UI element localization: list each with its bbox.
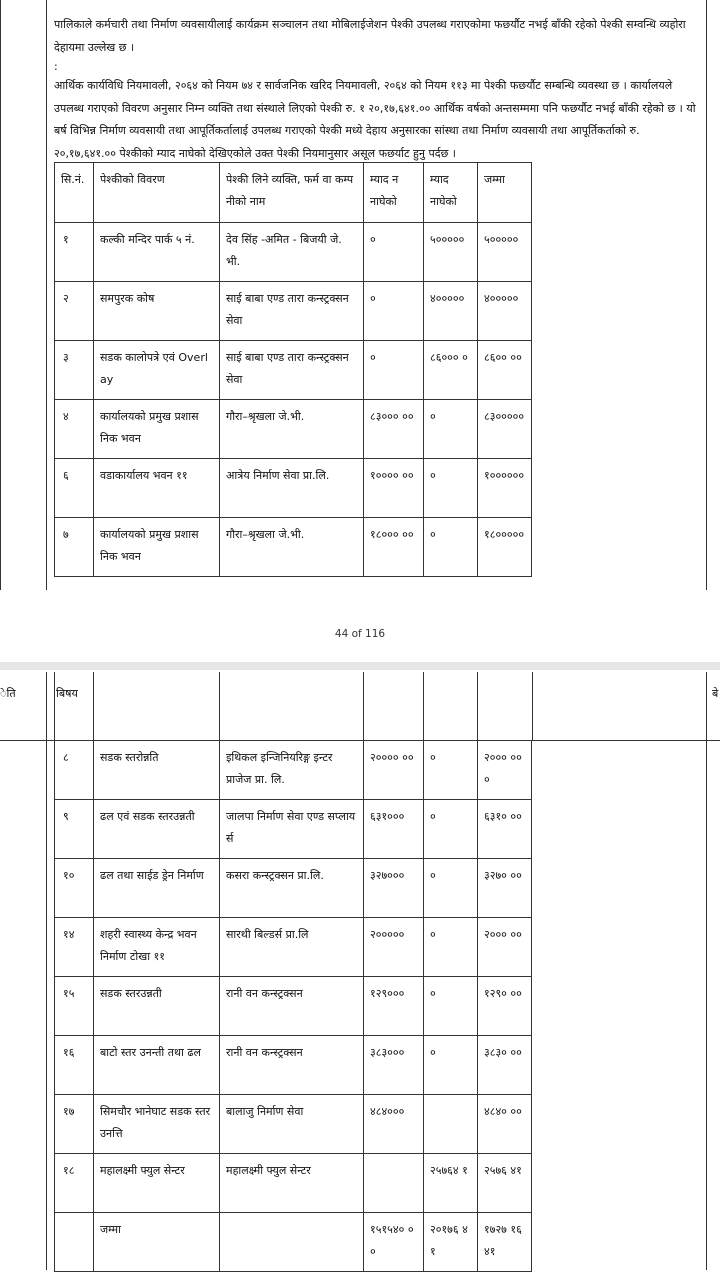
header-rule-right — [531, 740, 720, 741]
advance-table-part-2 — [54, 740, 532, 1272]
description-cell: कार्यालयको प्रमुख प्रशासनिक भवन — [94, 518, 220, 577]
not-expired-cell: ० — [364, 282, 424, 341]
right-column-stub: बे — [712, 687, 719, 700]
sn-cell: १८ — [55, 1154, 94, 1213]
paragraph-colon: : — [54, 60, 58, 73]
not-expired-cell: ३८३००० — [364, 1036, 424, 1095]
table-row — [55, 741, 532, 800]
sn-cell: १ — [55, 223, 94, 282]
expired-cell: ० — [424, 1036, 478, 1095]
total-cell: ८६०० ०० — [478, 341, 532, 400]
document-page-44 — [0, 0, 720, 590]
recipient-cell: गौरा–श्रृखला जे.भी. — [220, 400, 364, 459]
recipient-cell — [220, 1213, 364, 1272]
expired-cell: ८६००० ० — [424, 341, 478, 400]
expired-cell: ० — [424, 859, 478, 918]
header-recipient: पेश्की लिने व्यक्ति, फर्म वा कम्पनीको नाम — [220, 163, 364, 223]
table-row — [55, 341, 532, 400]
total-cell: २५७६ ४१ — [478, 1154, 532, 1213]
table-row — [55, 800, 532, 859]
description-cell: सडक स्तरोन्नति — [94, 741, 220, 800]
margin-line-left — [46, 0, 47, 590]
sn-cell: १५ — [55, 977, 94, 1036]
recipient-cell: गौरा–श्रृखला जे.भी. — [220, 518, 364, 577]
cont-header-cell — [477, 672, 533, 741]
header-subject-label: बिषय — [56, 687, 78, 700]
intro-paragraph — [54, 14, 704, 165]
not-expired-cell: ० — [364, 341, 424, 400]
sn-cell — [55, 1213, 94, 1272]
recipient-cell: जालपा निर्माण सेवा एण्ड सप्लायर्स — [220, 800, 364, 859]
not-expired-cell: ४८४००० — [364, 1095, 424, 1154]
margin-line-right-2 — [706, 672, 707, 1270]
recipient-cell: सारथी बिल्डर्स प्रा.लि — [220, 918, 364, 977]
total-cell: २००० ००० — [478, 741, 532, 800]
not-expired-cell: १०००० ०० — [364, 459, 424, 518]
description-cell: कल्की मन्दिर पार्क ५ नं. — [94, 223, 220, 282]
table-row — [55, 859, 532, 918]
table-row — [55, 223, 532, 282]
recipient-cell: देव सिंह -अमित - बिजयी जे. भी. — [220, 223, 364, 282]
expired-cell: ४००००० — [424, 282, 478, 341]
not-expired-cell — [364, 1154, 424, 1213]
expired-cell: ० — [424, 800, 478, 859]
expired-cell: २०१७६ ४१ — [424, 1213, 478, 1272]
total-cell: १०००००० — [478, 459, 532, 518]
expired-cell: ० — [424, 741, 478, 800]
expired-cell: ५००००० — [424, 223, 478, 282]
sn-cell: १० — [55, 859, 94, 918]
not-expired-cell: ८३००० ०० — [364, 400, 424, 459]
description-cell: कार्यालयको प्रमुख प्रशासनिक भवन — [94, 400, 220, 459]
table-row — [55, 459, 532, 518]
recipient-cell: आत्रेय निर्माण सेवा प्रा.लि. — [220, 459, 364, 518]
table-row — [55, 1154, 532, 1213]
header-total: जम्मा — [478, 163, 532, 223]
page-gap — [0, 590, 720, 672]
description-cell: महालक्ष्मी फ्युल सेन्टर — [94, 1154, 220, 1213]
total-cell: ४००००० — [478, 282, 532, 341]
page-edge-line — [0, 0, 1, 590]
not-expired-cell: १८००० ०० — [364, 518, 424, 577]
description-cell: ढल एवं सडक स्तरउन्नती — [94, 800, 220, 859]
recipient-cell: साई बाबा एण्ड तारा कन्स्ट्रक्सन सेवा — [220, 341, 364, 400]
sn-cell: ९ — [55, 800, 94, 859]
not-expired-cell: ६३१००० — [364, 800, 424, 859]
table-row — [55, 1213, 532, 1272]
recipient-cell: महालक्ष्मी फ्युल सेन्टर — [220, 1154, 364, 1213]
table-row — [55, 282, 532, 341]
margin-line-left-2 — [46, 672, 47, 1270]
total-cell: ३८३० ०० — [478, 1036, 532, 1095]
not-expired-cell: ० — [364, 223, 424, 282]
header-expired: म्याद नाघेको — [424, 163, 478, 223]
header-sn: सि.नं. — [55, 163, 94, 223]
total-cell: ४८४० ०० — [478, 1095, 532, 1154]
page-number: 44 of 116 — [334, 628, 386, 640]
table-row — [55, 918, 532, 977]
sn-cell: २ — [55, 282, 94, 341]
expired-cell: २५७६४ १ — [424, 1154, 478, 1213]
table-row — [55, 1036, 532, 1095]
not-expired-cell: ३२७००० — [364, 859, 424, 918]
sn-cell: ४ — [55, 400, 94, 459]
not-expired-cell: २००००० — [364, 918, 424, 977]
description-cell: जम्मा — [94, 1213, 220, 1272]
recipient-cell: साई बाबा एण्ड तारा कन्स्ट्रक्सन सेवा — [220, 282, 364, 341]
sn-cell: १७ — [55, 1095, 94, 1154]
total-cell: ६३१० ०० — [478, 800, 532, 859]
header-rule-left — [0, 740, 54, 741]
description-cell: वडाकार्यालय भवन ११ — [94, 459, 220, 518]
expired-cell — [424, 1095, 478, 1154]
not-expired-cell: १५१५४० ०० — [364, 1213, 424, 1272]
sn-cell: १४ — [55, 918, 94, 977]
sn-cell: ८ — [55, 741, 94, 800]
cont-header-cell — [363, 672, 424, 741]
description-cell: सडक कालोपत्रे एवं Overlay — [94, 341, 220, 400]
description-cell: ढल तथा साईड ड्रेन निर्माण — [94, 859, 220, 918]
table-row — [55, 977, 532, 1036]
left-column-stub: ेति — [0, 687, 16, 700]
expired-cell: ० — [424, 977, 478, 1036]
cont-header-cell — [54, 672, 94, 741]
page-separator — [0, 662, 720, 670]
continued-header — [54, 672, 531, 740]
sn-cell: ६ — [55, 459, 94, 518]
total-cell: ८३००००० — [478, 400, 532, 459]
total-cell: १८००००० — [478, 518, 532, 577]
recipient-cell: कसरा कन्स्ट्रक्सन प्रा.लि. — [220, 859, 364, 918]
recipient-cell: रानी वन कन्स्ट्रक्सन — [220, 977, 364, 1036]
expired-cell: ० — [424, 400, 478, 459]
sn-cell: ३ — [55, 341, 94, 400]
table-row — [55, 518, 532, 577]
expired-cell: ० — [424, 518, 478, 577]
cont-header-cell — [219, 672, 364, 741]
recipient-cell: इथिकल इन्जिनियरिङ्ग इन्टरप्राजेज प्रा. लि. — [220, 741, 364, 800]
paragraph-2: आर्थिक कार्यविधि नियमावली, २०६४ को नियम ७४ र सार्वजनिक खरिद नियमावली, २०६४ को नियम ११३ मा पेश्की फछर्यौट सम्बन्धि व्यवस्था छ । कार्यालयले उपलब्ध गराएको विवरण अनुसार निम्न व्यक्ति तथा संस्थाले लिएको पेश्की रु. १ २०,१७,६४१.०० आर्थिक वर्षको अन्तसम्ममा पनि फछर्यौट नभई बाँकी रहेको छ । यो बर्ष विभिन्न निर्माण व्यवसायी तथा आपूर्तिकर्तालाई उपलब्ध गराएको पेश्की मध्ये देहाय अनुसारका सांस्था तथा निर्माण व्यवसायी तथा आपूर्तिकर्ताको रु. २०,१७,६४१.०० पेश्कीको म्याद नाघेको देखिएकोले उक्त पेश्की नियमानुसार असूल फछर्याट हुनु पर्दछ । — [54, 79, 696, 160]
description-cell: सिमचौर भानेघाट सडक स्तरउनत्ति — [94, 1095, 220, 1154]
table-row — [55, 400, 532, 459]
advance-table-part-1 — [54, 162, 532, 577]
header-description: पेश्कीको विवरण — [94, 163, 220, 223]
recipient-cell: बालाजु निर्माण सेवा — [220, 1095, 364, 1154]
total-cell: २००० ०० — [478, 918, 532, 977]
table-row — [55, 1095, 532, 1154]
not-expired-cell: १२९००० — [364, 977, 424, 1036]
total-cell: ५००००० — [478, 223, 532, 282]
expired-cell: ० — [424, 459, 478, 518]
not-expired-cell: २०००० ०० — [364, 741, 424, 800]
margin-line-right — [706, 0, 707, 590]
expired-cell: ० — [424, 918, 478, 977]
description-cell: शहरी स्वास्थ्य केन्द्र भवन निर्माण टोखा ११ — [94, 918, 220, 977]
cont-header-cell — [423, 672, 478, 741]
table-header-row — [55, 163, 532, 223]
header-not-expired: म्याद ननाघेको — [364, 163, 424, 223]
paragraph-1: पालिकाले कर्मचारी तथा निर्माण व्यवसायीलाई कार्यक्रम सञ्चालन तथा मोबिलाईजेशन पेश्की उपलब्ध गराएकोमा फछर्यौट नभई बाँकी रहेको पेश्की सम्वन्धि व्यहोरा देहायमा उल्लेख छ । — [54, 18, 686, 54]
cont-header-cell — [93, 672, 220, 741]
description-cell: बाटो स्तर उनन्ती तथा ढल — [94, 1036, 220, 1095]
sn-cell: १६ — [55, 1036, 94, 1095]
total-cell: १७२७ १६४१ — [478, 1213, 532, 1272]
total-cell: १२९० ०० — [478, 977, 532, 1036]
description-cell: सडक स्तरउन्नती — [94, 977, 220, 1036]
description-cell: समपुरक कोष — [94, 282, 220, 341]
recipient-cell: रानी वन कन्स्ट्रक्सन — [220, 1036, 364, 1095]
sn-cell: ७ — [55, 518, 94, 577]
total-cell: ३२७० ०० — [478, 859, 532, 918]
